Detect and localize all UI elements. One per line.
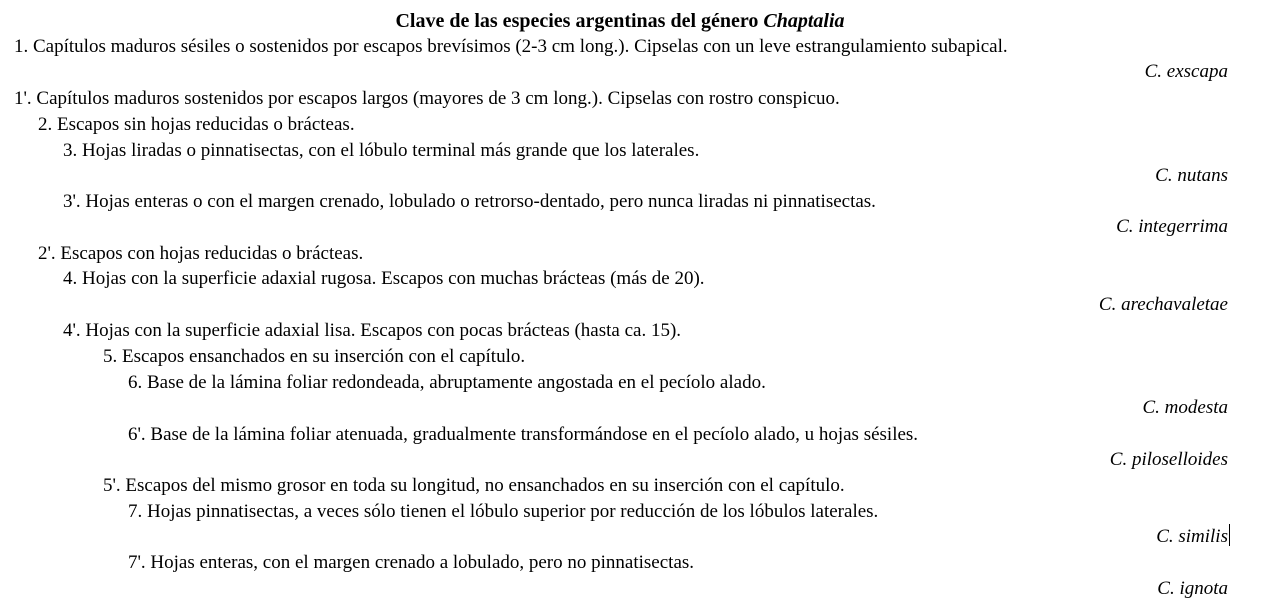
species-similis-text: C. similis xyxy=(1156,526,1228,547)
key-couplet-7-prime: 7'. Hojas enteras, con el margen crenado a lobulado, pero no pinnatisectas. xyxy=(128,552,695,573)
key-couplet-5-prime: 5'. Escapos del mismo grosor en toda su longitud, no ensanchados en su inserción con el capítulo. xyxy=(103,475,845,496)
key-couplet-5: 5. Escapos ensanchados en su inserción con el capítulo. xyxy=(103,346,526,367)
key-couplet-1: 1. Capítulos maduros sésiles o sostenidos por escapos brevísimos (2-3 cm long.). Cipselas con un leve estrangulamiento subapical. xyxy=(14,36,1008,57)
species-result-ignota: C. ignota xyxy=(1157,578,1228,599)
key-couplet-2-prime: 2'. Escapos con hojas reducidas o brácteas. xyxy=(38,243,364,264)
species-result-integerrima: C. integerrima xyxy=(1116,216,1228,237)
key-couplet-3-prime: 3'. Hojas enteras o con el margen crenado, lobulado o retrorso-dentado, pero nunca liradas ni pinnatisectas. xyxy=(63,191,876,212)
species-result-nutans: C. nutans xyxy=(1155,165,1228,186)
species-result-piloselloides: C. piloselloides xyxy=(1109,449,1228,470)
species-result-modesta: C. modesta xyxy=(1142,397,1228,418)
key-couplet-4: 4. Hojas con la superficie adaxial rugosa. Escapos con muchas brácteas (más de 20). xyxy=(63,268,705,289)
species-result-similis xyxy=(1156,524,1230,550)
title-main: Clave de las especies argentinas del género xyxy=(395,10,764,32)
species-result-arechavaletae: C. arechavaletae xyxy=(1098,294,1228,315)
key-couplet-7: 7. Hojas pinnatisectas, a veces sólo tienen el lóbulo superior por reducción de los lóbulos laterales. xyxy=(128,501,879,522)
title-genus: Chaptalia xyxy=(763,10,845,32)
key-couplet-6-prime: 6'. Base de la lámina foliar atenuada, gradualmente transformándose en el pecíolo alado, u hojas sésiles. xyxy=(128,424,919,445)
key-couplet-2: 2. Escapos sin hojas reducidas o brácteas. xyxy=(38,114,355,135)
document-title xyxy=(0,8,1240,34)
species-result-exscapa: C. exscapa xyxy=(1144,61,1228,82)
key-couplet-3: 3. Hojas liradas o pinnatisectas, con el lóbulo terminal más grande que los laterales. xyxy=(63,140,700,161)
key-couplet-1-prime: 1'. Capítulos maduros sostenidos por escapos largos (mayores de 3 cm long.). Cipselas con rostro conspicuo. xyxy=(14,88,840,109)
text-cursor xyxy=(1229,524,1230,546)
key-couplet-6: 6. Base de la lámina foliar redondeada, abruptamente angostada en el pecíolo alado. xyxy=(128,372,766,393)
key-couplet-4-prime: 4'. Hojas con la superficie adaxial lisa. Escapos con pocas brácteas (hasta ca. 15). xyxy=(63,320,682,341)
